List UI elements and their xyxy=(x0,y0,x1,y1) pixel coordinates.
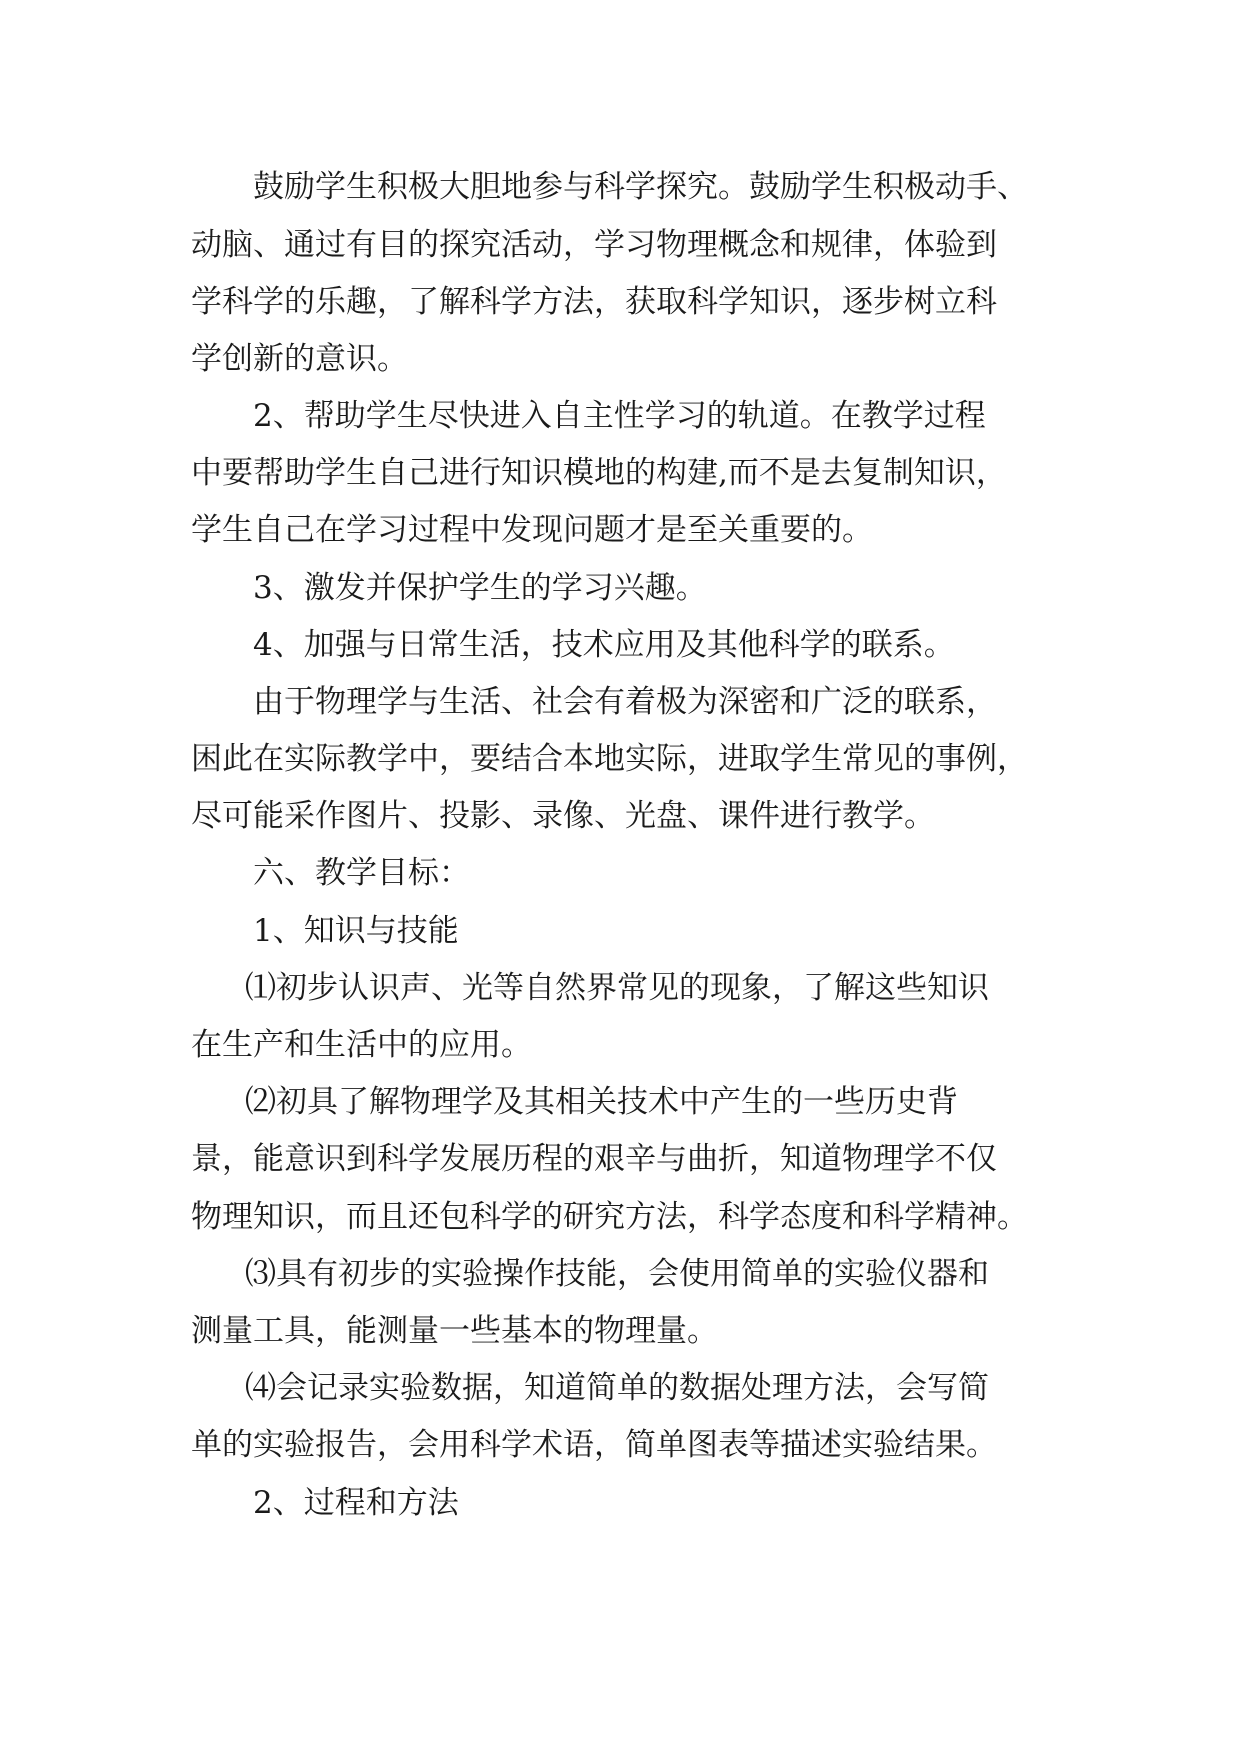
paragraph-line: 由于物理学与生活、社会有着极为深密和广泛的联系， xyxy=(253,684,997,720)
paragraph-line: 在生产和生活中的应用。 xyxy=(191,1027,532,1063)
section-heading: 六、教学目标： xyxy=(253,855,470,891)
paragraph-line: ⑵初具了解物理学及其相关技术中产生的一些历史背 xyxy=(245,1084,958,1120)
subsection-heading: 2、过程和方法 xyxy=(253,1485,459,1521)
paragraph-line: 鼓励学生积极大胆地参与科学探究。鼓励学生积极动手、 xyxy=(253,169,1028,205)
paragraph-line: 单的实验报告，会用科学术语，简单图表等描述实验结果。 xyxy=(191,1427,997,1463)
paragraph-line: 学创新的意识。 xyxy=(191,341,408,377)
paragraph-line: 学科学的乐趣，了解科学方法，获取科学知识，逐步树立科 xyxy=(191,284,997,320)
paragraph-line: 困此在实际教学中，要结合本地实际，进取学生常见的事例， xyxy=(191,741,1028,777)
paragraph-line: ⑶具有初步的实验操作技能，会使用简单的实验仪器和 xyxy=(245,1256,989,1292)
paragraph-line: 学生自己在学习过程中发现问题才是至关重要的。 xyxy=(191,512,873,548)
paragraph-line: 中要帮助学生自己进行知识模地的构建,而不是去复制知识， xyxy=(191,455,1007,491)
paragraph-line: 动脑、通过有目的探究活动，学习物理概念和规律，体验到 xyxy=(191,227,997,263)
paragraph-line: ⑴初步认识声、光等自然界常见的现象，了解这些知识 xyxy=(245,970,989,1006)
paragraph-line: 4、加强与日常生活，技术应用及其他科学的联系。 xyxy=(253,627,955,663)
paragraph-line: 2、帮助学生尽快进入自主性学习的轨道。在教学过程 xyxy=(253,398,986,434)
paragraph-line: 物理知识，而且还包科学的研究方法，科学态度和科学精神。 xyxy=(191,1199,1028,1235)
paragraph-line: 测量工具，能测量一些基本的物理量。 xyxy=(191,1313,718,1349)
paragraph-line: 3、激发并保护学生的学习兴趣。 xyxy=(253,570,707,606)
subsection-heading: 1、知识与技能 xyxy=(253,913,459,949)
paragraph-line: 尽可能采作图片、投影、录像、光盘、课件进行教学。 xyxy=(191,798,935,834)
paragraph-line: ⑷会记录实验数据，知道简单的数据处理方法，会写简 xyxy=(245,1370,989,1406)
paragraph-line: 景，能意识到科学发展历程的艰辛与曲折，知道物理学不仅 xyxy=(191,1141,997,1177)
